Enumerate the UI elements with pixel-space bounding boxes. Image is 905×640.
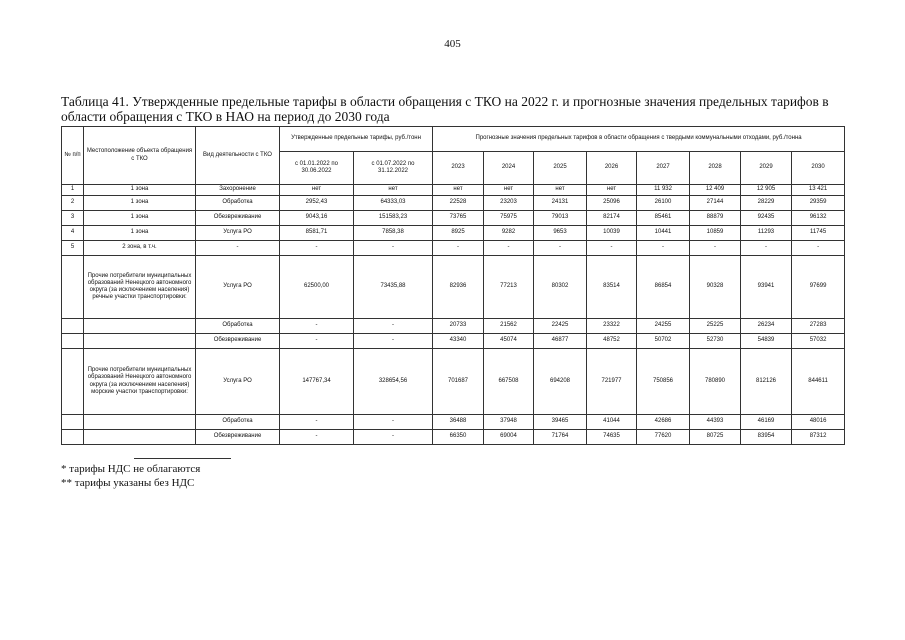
cell-value: 750856 <box>637 349 690 415</box>
cell-value: нет <box>587 185 637 196</box>
cell-value: 88879 <box>690 211 741 226</box>
cell-num: 4 <box>62 226 84 241</box>
cell-value: - <box>354 334 433 349</box>
cell-value: 82174 <box>587 211 637 226</box>
cell-value: 54839 <box>741 334 792 349</box>
cell-value: 26234 <box>741 319 792 334</box>
header-location: Местоположение объекта обращения с ТКО <box>84 127 196 185</box>
cell-value: 10039 <box>587 226 637 241</box>
cell-activity: - <box>196 241 280 256</box>
cell-value: 82936 <box>433 256 484 319</box>
cell-value: 12 409 <box>690 185 741 196</box>
cell-value: 62500,00 <box>280 256 354 319</box>
table-row <box>62 349 845 415</box>
cell-value: 46169 <box>741 415 792 430</box>
cell-value: 2952,43 <box>280 196 354 211</box>
cell-location: 1 зона <box>84 196 196 211</box>
cell-value: 8925 <box>433 226 484 241</box>
tariff-table <box>61 126 845 445</box>
table-row <box>62 334 845 349</box>
cell-value: 28229 <box>741 196 792 211</box>
cell-value: - <box>354 430 433 445</box>
cell-value: 86854 <box>637 256 690 319</box>
cell-location <box>84 334 196 349</box>
cell-value: 11293 <box>741 226 792 241</box>
cell-value: 73765 <box>433 211 484 226</box>
cell-value: - <box>280 415 354 430</box>
cell-value: - <box>690 241 741 256</box>
cell-value: 10441 <box>637 226 690 241</box>
cell-value: 9653 <box>534 226 587 241</box>
cell-value: 328654,56 <box>354 349 433 415</box>
cell-value: 83954 <box>741 430 792 445</box>
header-num: № п/п <box>62 127 84 185</box>
cell-activity: Услуга РО <box>196 349 280 415</box>
cell-location <box>84 319 196 334</box>
cell-num: 3 <box>62 211 84 226</box>
cell-value: 10859 <box>690 226 741 241</box>
cell-value: нет <box>280 185 354 196</box>
header-period-1: с 01.01.2022 по 30.06.2022 <box>280 152 354 185</box>
cell-value: 75975 <box>484 211 534 226</box>
cell-value: 74635 <box>587 430 637 445</box>
cell-value: 52730 <box>690 334 741 349</box>
cell-value: 22425 <box>534 319 587 334</box>
cell-value: 12 905 <box>741 185 792 196</box>
cell-value: 71764 <box>534 430 587 445</box>
cell-value: 44393 <box>690 415 741 430</box>
cell-value: 64333,03 <box>354 196 433 211</box>
cell-num <box>62 415 84 430</box>
cell-value: 701687 <box>433 349 484 415</box>
cell-value: 780890 <box>690 349 741 415</box>
cell-value: 66350 <box>433 430 484 445</box>
cell-activity: Обезвреживание <box>196 211 280 226</box>
cell-value: 694208 <box>534 349 587 415</box>
cell-value: 667508 <box>484 349 534 415</box>
page-number: 405 <box>444 38 461 50</box>
cell-value: 29359 <box>792 196 845 211</box>
cell-value: 85461 <box>637 211 690 226</box>
cell-value: 45074 <box>484 334 534 349</box>
table-row <box>62 241 845 256</box>
cell-location <box>84 415 196 430</box>
cell-num: 5 <box>62 241 84 256</box>
cell-value: - <box>741 241 792 256</box>
cell-location: Прочие потребители муниципальных образований Ненецкого автономного округа (за исключением населения) речные участки транспортировки: <box>84 256 196 319</box>
cell-value: 844611 <box>792 349 845 415</box>
cell-value: 42686 <box>637 415 690 430</box>
cell-value: 96132 <box>792 211 845 226</box>
table-row <box>62 256 845 319</box>
cell-value: 812126 <box>741 349 792 415</box>
cell-value: 27144 <box>690 196 741 211</box>
header-year: 2026 <box>587 152 637 185</box>
footnote: ** тарифы указаны без НДС <box>61 477 195 489</box>
table-row <box>62 319 845 334</box>
cell-value: нет <box>433 185 484 196</box>
cell-value: 48752 <box>587 334 637 349</box>
cell-value: 23322 <box>587 319 637 334</box>
cell-value: 11 932 <box>637 185 690 196</box>
cell-value: 92435 <box>741 211 792 226</box>
cell-value: 37948 <box>484 415 534 430</box>
cell-value: - <box>280 334 354 349</box>
cell-activity: Обработка <box>196 319 280 334</box>
header-year: 2025 <box>534 152 587 185</box>
cell-num: 2 <box>62 196 84 211</box>
cell-num <box>62 256 84 319</box>
cell-num <box>62 349 84 415</box>
cell-value: 57032 <box>792 334 845 349</box>
cell-activity: Услуга РО <box>196 256 280 319</box>
cell-value: 73435,88 <box>354 256 433 319</box>
cell-value: 24131 <box>534 196 587 211</box>
cell-value: 9282 <box>484 226 534 241</box>
cell-value: - <box>534 241 587 256</box>
cell-value: 93941 <box>741 256 792 319</box>
cell-value: 41044 <box>587 415 637 430</box>
cell-value: - <box>354 319 433 334</box>
cell-value: 8581,71 <box>280 226 354 241</box>
cell-value: 25225 <box>690 319 741 334</box>
cell-value: нет <box>484 185 534 196</box>
cell-num <box>62 319 84 334</box>
cell-value: 151583,23 <box>354 211 433 226</box>
cell-location: 2 зона, в т.ч. <box>84 241 196 256</box>
cell-activity: Захоронение <box>196 185 280 196</box>
header-activity: Вид деятельности с ТКО <box>196 127 280 185</box>
cell-value: 36488 <box>433 415 484 430</box>
cell-activity: Обработка <box>196 196 280 211</box>
header-year: 2024 <box>484 152 534 185</box>
table-row <box>62 196 845 211</box>
table-row <box>62 430 845 445</box>
cell-location: 1 зона <box>84 226 196 241</box>
table-row <box>62 211 845 226</box>
cell-num <box>62 430 84 445</box>
cell-value: - <box>484 241 534 256</box>
cell-value: 97699 <box>792 256 845 319</box>
cell-location <box>84 430 196 445</box>
cell-value: - <box>637 241 690 256</box>
cell-value: 26100 <box>637 196 690 211</box>
header-year: 2030 <box>792 152 845 185</box>
header-year: 2028 <box>690 152 741 185</box>
table-row <box>62 185 845 196</box>
cell-value: - <box>280 241 354 256</box>
cell-value: 721977 <box>587 349 637 415</box>
footnote: * тарифы НДС не облагаются <box>61 463 201 475</box>
cell-value: 11745 <box>792 226 845 241</box>
footnote-divider <box>134 458 231 459</box>
header-year: 2029 <box>741 152 792 185</box>
cell-location: 1 зона <box>84 185 196 196</box>
cell-value: - <box>354 415 433 430</box>
table-row <box>62 226 845 241</box>
cell-value: - <box>354 241 433 256</box>
cell-value: 24255 <box>637 319 690 334</box>
cell-value: 77213 <box>484 256 534 319</box>
cell-value: 83514 <box>587 256 637 319</box>
cell-value: - <box>587 241 637 256</box>
cell-value: 43340 <box>433 334 484 349</box>
cell-value: - <box>792 241 845 256</box>
header-year: 2027 <box>637 152 690 185</box>
cell-location: 1 зона <box>84 211 196 226</box>
cell-value: - <box>280 430 354 445</box>
cell-value: - <box>280 319 354 334</box>
cell-value: нет <box>534 185 587 196</box>
cell-value: 20733 <box>433 319 484 334</box>
table-title: Таблица 41. Утвержденные предельные тарифы в области обращения с ТКО на 2022 г. и прогнозные значения предельных тарифов в области обращения с ТКО в НАО на период до 2030 года <box>61 94 829 124</box>
cell-activity: Услуга РО <box>196 226 280 241</box>
cell-value: 90328 <box>690 256 741 319</box>
cell-value: 80302 <box>534 256 587 319</box>
cell-value: 79013 <box>534 211 587 226</box>
cell-value: 13 421 <box>792 185 845 196</box>
cell-value: 7858,38 <box>354 226 433 241</box>
cell-value: 50702 <box>637 334 690 349</box>
cell-value: 27283 <box>792 319 845 334</box>
cell-value: 25096 <box>587 196 637 211</box>
cell-value: 77620 <box>637 430 690 445</box>
header-year: 2023 <box>433 152 484 185</box>
cell-value: 39465 <box>534 415 587 430</box>
cell-value: 9043,16 <box>280 211 354 226</box>
cell-value: 147767,34 <box>280 349 354 415</box>
cell-value: 21562 <box>484 319 534 334</box>
cell-value: 22528 <box>433 196 484 211</box>
header-forecast: Прогнозные значения предельных тарифов в области обращения с твердыми коммунальными отходами, руб./тонна <box>433 127 845 152</box>
cell-num: 1 <box>62 185 84 196</box>
header-period-2: с 01.07.2022 по 31.12.2022 <box>354 152 433 185</box>
cell-activity: Обработка <box>196 415 280 430</box>
cell-value: 48016 <box>792 415 845 430</box>
header-approved: Утвержденные предельные тарифы, руб./тонн <box>280 127 433 152</box>
cell-num <box>62 334 84 349</box>
cell-value: нет <box>354 185 433 196</box>
cell-value: 80725 <box>690 430 741 445</box>
cell-location: Прочие потребители муниципальных образований Ненецкого автономного округа (за исключением населения) морские участки транспортировки: <box>84 349 196 415</box>
cell-activity: Обезвреживание <box>196 334 280 349</box>
cell-value: 87312 <box>792 430 845 445</box>
cell-value: 46877 <box>534 334 587 349</box>
cell-value: 69004 <box>484 430 534 445</box>
cell-value: 23203 <box>484 196 534 211</box>
cell-activity: Обезвреживание <box>196 430 280 445</box>
table-row <box>62 415 845 430</box>
cell-value: - <box>433 241 484 256</box>
